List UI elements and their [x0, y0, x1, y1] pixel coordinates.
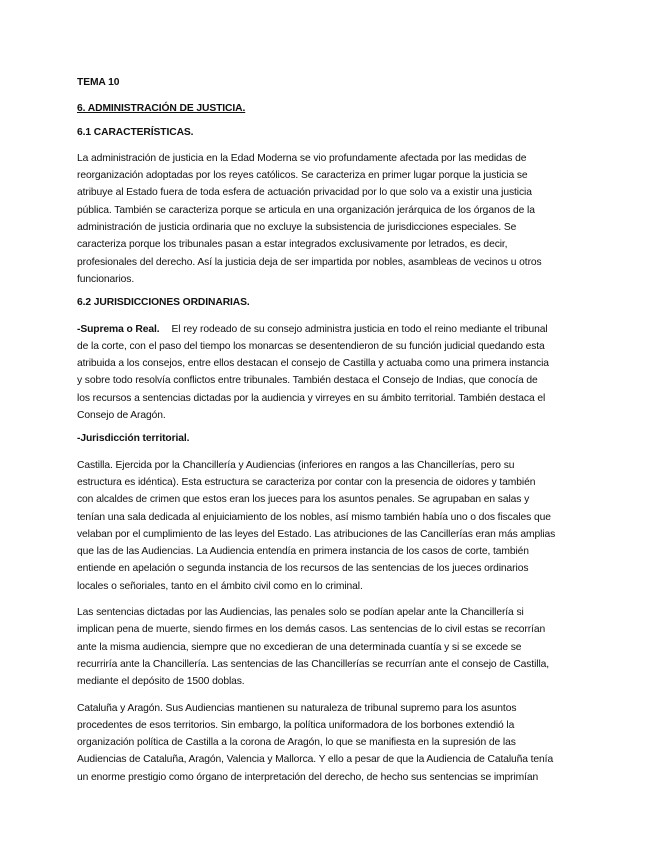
text-line: mediante el depósito de 1500 doblas.: [77, 676, 245, 688]
text-line: funcionarios.: [77, 273, 135, 285]
text-line: ante la misma audiencia, siempre que no excedieran de una determinada cuantía y si se excede se: [77, 641, 522, 653]
text-line: los recursos a sentencias dictadas por la audiencia y virreyes en su ámbito territorial. También destaca el: [77, 392, 546, 404]
text-line: administración de justicia ordinaria que no excluye la subsistencia de jurisdicciones especiales. Se: [77, 222, 517, 234]
text-line: reorganización adoptadas por los reyes católicos. Se caracteriza en primer lugar porque la justicia se: [77, 170, 528, 182]
text-line: implican pena de muerte, siendo firmes en los demás casos. Las sentencias de lo civil estas se recorrían: [77, 624, 546, 636]
text-line: tenían una sala dedicada al enjuiciamiento de los nobles, así mismo también había uno o dos fiscales que: [77, 511, 551, 523]
text-line: profesionales del derecho. Así la justicia deja de ser impartida por nobles, asambleas de vecinos u otros: [77, 256, 542, 268]
text-line: Castilla. Ejercida por la Chancillería y Audiencias (inferiores en rangos a las Chancillerías, pero su: [77, 459, 515, 471]
paragraph-cataluna-aragon: [77, 700, 577, 786]
topic-heading: TEMA 10: [77, 77, 120, 88]
text-line: con alcaldes de crimen que estos eran los jueces para los asuntos penales. Se agrupaban en salas y: [77, 494, 530, 506]
section-title: 6. ADMINISTRACIÓN DE JUSTICIA.: [77, 103, 246, 115]
suprema-label: -Suprema o Real.: [77, 323, 160, 335]
text-line: Las sentencias dictadas por las Audiencias, las penales solo se podían apelar ante la Chancillería si: [77, 607, 524, 619]
text-line: un enorme prestigio como órgano de interpretación del derecho, de hecho sus sentencias se imprimían: [77, 771, 539, 783]
text-line: Cataluña y Aragón. Sus Audiencias mantienen su naturaleza de tribunal supremo para los asuntos: [77, 702, 517, 714]
subsection-title-characteristics: 6.1 CARACTERÍSTICAS.: [77, 126, 194, 138]
paragraph-characteristics: [77, 150, 577, 288]
text-line: pública. También se caracteriza porque se articula en una organización jerárquica de los órganos de la: [77, 204, 535, 216]
text-line: caracteriza porque los tribunales pasan a estar integrados exclusivamente por letrados, es decir,: [77, 239, 508, 251]
subsection-title-ordinary-jurisdictions: 6.2 JURISDICCIONES ORDINARIAS.: [77, 297, 250, 309]
text-line: locales o señoriales, tanto en el ámbito civil como en lo criminal.: [77, 580, 363, 592]
text-line: procedentes de esos territorios. Sin embargo, la política uniformadora de los borbones extendió la: [77, 719, 515, 731]
text-line: Audiencias de Cataluña, Aragón, Valencia y Mallorca. Y ello a pesar de que la Audiencia de Cataluña tenía: [77, 754, 554, 766]
text-line: [77, 321, 577, 338]
paragraph-suprema: [77, 321, 577, 425]
text-line: que las de las Audiencias. La Audiencia entendía en primera instancia de los casos de corte, también: [77, 546, 529, 558]
text-line: atribuida a los consejos, entre ellos destacan el consejo de Castilla y actuaba como una primera instancia: [77, 358, 549, 370]
text-line: organización política de Castilla a la corona de Aragón, lo que se manifiesta en la supresión de las: [77, 737, 516, 749]
text-line: atribuye al Estado fuera de toda esfera de actuación privacidad por lo que solo va a existir una justicia: [77, 187, 532, 199]
text-line: estructura es idéntica). Esta estructura se caracteriza por contar con la presencia de oidores y también: [77, 476, 536, 488]
text-line: velaban por el cumplimiento de las leyes del Estado. Las atribuciones de las Cancillerías eran más amplias: [77, 528, 556, 540]
text-line: de la corte, con el paso del tiempo los monarcas se desentendieron de su función judicial quedando esta: [77, 340, 545, 352]
territorial-label: -Jurisdicción territorial.: [77, 433, 190, 445]
paragraph-sentencias: [77, 604, 577, 690]
document-body: [77, 74, 577, 786]
text-line: y sobre todo resolvía conflictos entre tribunales. También destaca el Consejo de Indias, que conocía de: [77, 375, 538, 387]
text-line: recurriría ante la Chancillería. Las sentencias de las Chancillerías se recurrían ante el consejo de Castilla,: [77, 658, 550, 670]
suprema-text: El rey rodeado de su consejo administra justicia en todo el reino mediante el tribunal: [171, 323, 548, 335]
text-line: entiende en apelación o segunda instancia de los recursos de las sentencias de los jueces ordinarios: [77, 563, 529, 575]
text-line: La administración de justicia en la Edad Moderna se vio profundamente afectada por las medidas de: [77, 152, 527, 164]
text-line: Consejo de Aragón.: [77, 410, 166, 422]
paragraph-castilla: [77, 457, 577, 595]
